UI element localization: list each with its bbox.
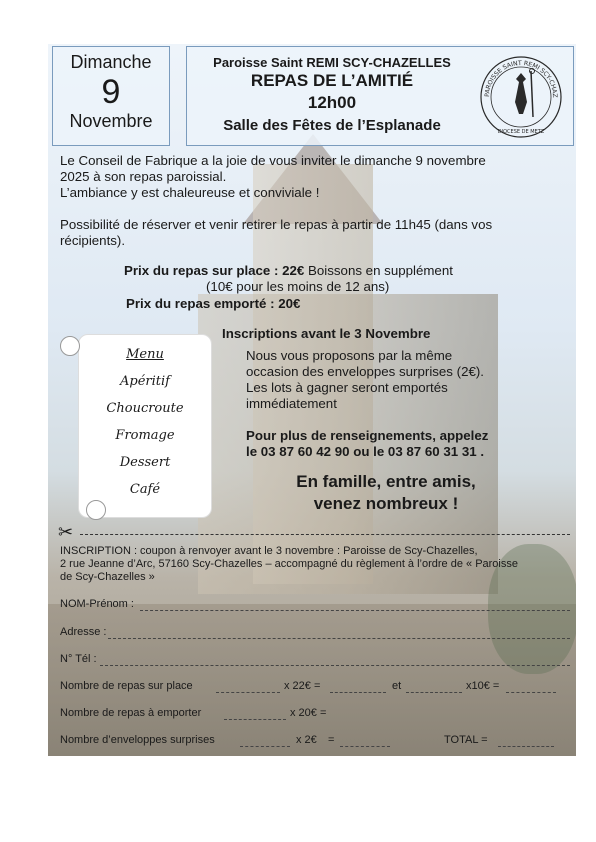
envelopes-label: Nombre d’enveloppes surprises (60, 734, 215, 746)
menu-item: Dessert (119, 455, 171, 470)
parish-name: Paroisse Saint REMI SCY-CHAZELLES (213, 55, 451, 70)
scroll-curl-bottom (86, 500, 106, 520)
intro-line-3: L’ambiance y est chaleureuse et conviviale ! (60, 185, 320, 200)
price-kids: (10€ pour les moins de 12 ans) (206, 279, 390, 294)
address-label: Adresse : (60, 626, 107, 638)
total-field[interactable] (498, 746, 554, 747)
price-drinks-note: Boissons en supplément (304, 263, 453, 278)
date-number: 9 (101, 73, 121, 111)
intro-line-2: 2025 à son repas paroissial. (60, 169, 227, 184)
envelopes-amount-field[interactable] (340, 746, 390, 747)
parish-seal-icon (475, 51, 567, 143)
menu-item: Choucroute (106, 401, 184, 416)
date-day: Dimanche (70, 52, 152, 72)
name-label: NOM-Prénom : (60, 598, 134, 610)
cut-line (80, 534, 570, 535)
total-label: TOTAL = (444, 734, 488, 746)
price-takeaway: Prix du repas emporté : 20€ (126, 296, 301, 311)
envelopes-line-4: immédiatement (246, 396, 337, 411)
envelopes-price: x 2€ (296, 734, 317, 746)
slogan-line-1: En famille, entre amis, (296, 472, 476, 491)
seal-diocese: DIOCESE DE METZ (497, 129, 545, 135)
seal-text: PAROISSE SAINT REMI SCY-CHAZ (483, 59, 559, 98)
contact-line-2: le 03 87 60 42 90 ou le 03 87 60 31 31 . (246, 444, 485, 459)
menu-item: Fromage (115, 428, 175, 443)
menu-card (78, 334, 212, 518)
takeaway-label: Nombre de repas à emporter (60, 707, 202, 719)
envelopes-line-2: occasion des enveloppes surprises (2€). (246, 364, 484, 379)
menu-item: Apéritif (120, 374, 170, 389)
date-month: Novembre (69, 111, 153, 131)
contact-line-1: Pour plus de renseignements, appelez (246, 428, 489, 443)
envelopes-equals: = (328, 734, 335, 746)
date-box (52, 46, 170, 146)
form-intro-2: 2 rue Jeanne d’Arc, 57160 Scy-Chazelles – accompagné du règlement à l’ordre de « Paroisse (60, 558, 518, 570)
menu-item: Café (129, 482, 161, 497)
event-title: REPAS DE L’AMITIÉ (250, 71, 414, 90)
kids-price: x10€ = (466, 680, 500, 692)
deadline: Inscriptions avant le 3 Novembre (222, 326, 431, 341)
price-onsite (124, 263, 453, 279)
scroll-curl-top (60, 336, 80, 356)
envelopes-count-field[interactable] (240, 746, 290, 747)
intro-line-4: Possibilité de réserver et venir retirer le repas à partir de 11h45 (dans vos (60, 217, 493, 232)
address-field[interactable] (108, 638, 570, 639)
header-box (186, 46, 574, 146)
onsite-count-field[interactable] (216, 692, 280, 693)
form-intro-3: de Scy-Chazelles » (60, 571, 155, 583)
takeaway-price: x 20€ = (290, 707, 327, 719)
scissors-icon: ✂ (58, 522, 74, 542)
onsite-price: x 22€ = (284, 680, 321, 692)
slogan-line-2: venez nombreux ! (313, 494, 459, 513)
kids-amount-field[interactable] (506, 692, 556, 693)
menu-title: Menu (126, 347, 164, 362)
event-place: Salle des Fêtes de l’Esplanade (223, 117, 441, 134)
envelopes-line-1: Nous vous proposons par la même (246, 348, 453, 363)
onsite-amount-field[interactable] (330, 692, 386, 693)
envelopes-line-3: Les lots à gagner seront emportés (246, 380, 448, 395)
price-onsite-label: Prix du repas sur place : 22€ (124, 263, 305, 278)
and-label: et (392, 680, 402, 692)
event-time: 12h00 (307, 93, 357, 112)
phone-field[interactable] (100, 665, 570, 666)
intro-line-1: Le Conseil de Fabrique a la joie de vous inviter le dimanche 9 novembre (60, 153, 486, 168)
kids-count-field[interactable] (406, 692, 462, 693)
onsite-label: Nombre de repas sur place (60, 680, 193, 692)
intro-line-5: récipients). (60, 233, 126, 248)
phone-label: N° Tél : (60, 653, 97, 665)
form-intro-1: INSCRIPTION : coupon à renvoyer avant le 3 novembre : Paroisse de Scy-Chazelles, (60, 545, 478, 557)
takeaway-count-field[interactable] (224, 719, 286, 720)
name-field[interactable] (140, 610, 570, 611)
